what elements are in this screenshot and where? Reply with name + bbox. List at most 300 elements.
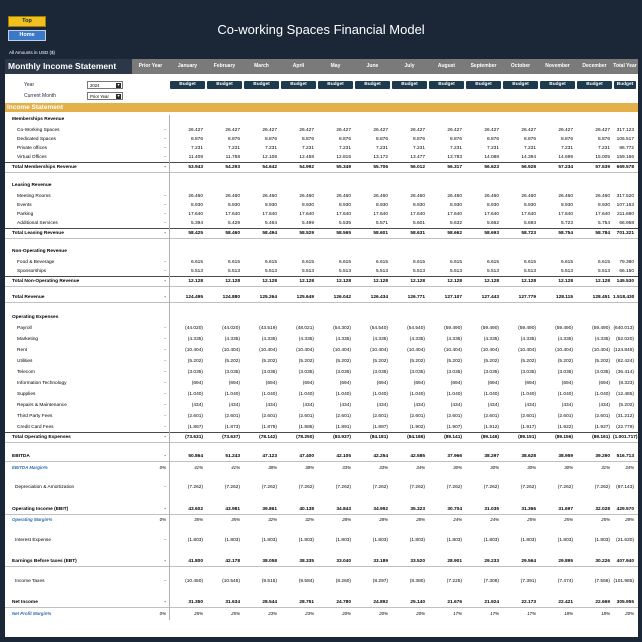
value-cell: (9.584): [298, 579, 314, 584]
value-cell: (4.335): [594, 337, 610, 342]
value-cell: 35%: [231, 517, 240, 522]
value-cell: (694): [450, 381, 462, 386]
row-label: Food & Beverage: [17, 260, 55, 265]
value-cell: (4.335): [520, 337, 536, 342]
key-total-row: [5, 505, 638, 515]
line-item-row: [5, 577, 638, 586]
value-cell: 57.539: [595, 165, 610, 170]
line-item-row: [5, 201, 638, 210]
value-cell: 43.602: [188, 507, 203, 512]
value-cell: 17.640: [336, 212, 351, 217]
value-cell: (3.035): [261, 370, 277, 375]
value-cell: 5.513: [486, 269, 499, 274]
value-cell: 5.632: [449, 221, 462, 226]
value-cell: 669.578: [616, 165, 634, 170]
value-cell: (7.262): [483, 485, 499, 490]
value-cell: 26.460: [447, 194, 462, 199]
value-cell: (434): [598, 403, 610, 408]
value-cell: -: [164, 392, 166, 397]
value-cell: (4.335): [483, 337, 499, 342]
value-cell: (3.035): [335, 370, 351, 375]
value-cell: 159.166: [616, 155, 634, 160]
line-item-row: [5, 135, 638, 144]
value-cell: 23%: [305, 611, 314, 616]
column-header: Prior Year: [138, 63, 163, 69]
value-cell: (1.885): [298, 425, 314, 430]
value-cell: (22.779): [616, 425, 634, 430]
value-cell: (84.181): [370, 435, 388, 440]
row-label: Private offices: [17, 146, 48, 151]
income-statement-sheet: [5, 59, 638, 637]
value-cell: (1.803): [187, 538, 203, 543]
value-cell: 6.615: [301, 260, 314, 265]
value-cell: (78.142): [259, 435, 277, 440]
value-cell: -: [164, 381, 166, 386]
value-cell: 8.876: [301, 137, 314, 142]
subtotal-row: [5, 432, 638, 443]
value-cell: 5.513: [264, 269, 277, 274]
row-label: Supplies: [17, 392, 36, 397]
value-cell: 54.992: [299, 165, 314, 170]
value-cell: (21.630): [616, 538, 634, 543]
value-cell: 13.783: [447, 155, 462, 160]
value-cell: 5.571: [375, 221, 388, 226]
value-cell: (10.404): [222, 348, 240, 353]
row-label: EBITDA: [12, 454, 30, 459]
value-cell: (1.803): [372, 538, 388, 543]
value-cell: (7.474): [557, 579, 573, 584]
column-header: January: [177, 63, 198, 69]
value-cell: 55.706: [373, 165, 388, 170]
year-filter-row: [5, 81, 638, 89]
value-cell: 17.640: [558, 212, 573, 217]
value-cell: 28.544: [262, 600, 277, 605]
value-cell: 6.615: [412, 260, 425, 265]
value-cell: 24%: [490, 517, 499, 522]
margin-row: [5, 609, 638, 618]
value-cell: (3.035): [224, 370, 240, 375]
value-cell: 107.163: [616, 203, 634, 208]
value-cell: 5.693: [523, 221, 536, 226]
value-cell: 17%: [453, 611, 462, 616]
value-cell: (78.250): [296, 435, 314, 440]
statement-title: Monthly Income Statement: [5, 59, 132, 74]
column-header: Total Year: [613, 63, 637, 69]
value-cell: (434): [376, 403, 388, 408]
column-header: October: [510, 63, 531, 69]
value-cell: (2.601): [372, 414, 388, 419]
subtotal-row: [5, 228, 638, 239]
value-cell: (1.917): [520, 425, 536, 430]
row-label: Rent: [17, 348, 28, 353]
value-cell: 22.421: [558, 600, 573, 605]
key-total-row: [5, 452, 638, 462]
value-cell: 37.966: [447, 454, 462, 459]
value-cell: 17.640: [225, 212, 240, 217]
value-cell: (7.262): [594, 485, 610, 490]
value-cell: 12.128: [188, 279, 203, 284]
value-cell: (1.040): [335, 392, 351, 397]
value-cell: 41%: [194, 465, 203, 470]
budget-scenario-label: Budget: [466, 81, 501, 89]
value-cell: 8.876: [227, 137, 240, 142]
row-label: Total Leasing Revenue: [12, 231, 64, 236]
value-cell: (73.637): [222, 435, 240, 440]
value-cell: 211.680: [617, 212, 634, 217]
current-month-select[interactable]: [87, 92, 123, 100]
value-cell: 5.513: [597, 269, 610, 274]
value-cell: 8.930: [338, 203, 351, 208]
value-cell: 0%: [159, 465, 166, 470]
value-cell: (7.308): [483, 579, 499, 584]
value-cell: -: [164, 269, 166, 274]
value-cell: (7.391): [520, 579, 536, 584]
value-cell: (694): [302, 381, 314, 386]
budget-scenario-label: Budget: [429, 81, 464, 89]
value-cell: 14.699: [558, 155, 573, 160]
value-cell: 317.123: [616, 128, 634, 133]
column-header: May: [330, 63, 341, 69]
value-cell: 126.042: [333, 295, 351, 300]
value-cell: (59.490): [592, 326, 610, 331]
value-cell: (7.262): [224, 485, 240, 490]
value-cell: 124.880: [222, 295, 240, 300]
value-cell: 0%: [159, 611, 166, 616]
value-cell: (2.601): [335, 414, 351, 419]
value-cell: (31.212): [616, 414, 634, 419]
value-cell: (3.035): [594, 370, 610, 375]
row-label: Memberships Revenue: [12, 117, 65, 122]
value-cell: (10.404): [518, 348, 536, 353]
value-cell: 43.981: [225, 507, 240, 512]
value-cell: 26.427: [225, 128, 240, 133]
value-cell: 5.513: [523, 269, 536, 274]
value-cell: 5.513: [190, 269, 203, 274]
value-cell: 13.477: [410, 155, 425, 160]
value-cell: (694): [191, 381, 203, 386]
row-label: Income Taxes: [15, 579, 45, 584]
value-cell: 38.959: [558, 454, 573, 459]
value-cell: 40.138: [299, 507, 314, 512]
value-cell: (52.020): [616, 337, 634, 342]
subtotal-row: [5, 162, 638, 173]
row-label: Repairs & Maintenance: [17, 403, 67, 408]
column-divider: [169, 115, 170, 620]
value-cell: -: [164, 359, 166, 364]
value-cell: 86.772: [619, 146, 634, 151]
group-header-row: [5, 247, 638, 256]
value-cell: (1.897): [372, 425, 388, 430]
value-cell: (3.035): [483, 370, 499, 375]
value-cell: (434): [487, 403, 499, 408]
value-cell: (3.035): [187, 370, 203, 375]
row-label: Co-Working Spaces: [17, 128, 60, 133]
value-cell: 17.640: [595, 212, 610, 217]
line-item-row: [5, 192, 638, 201]
value-cell: -: [164, 538, 166, 543]
value-cell: 6.615: [375, 260, 388, 265]
value-cell: 31.350: [188, 600, 203, 605]
margin-row: [5, 463, 638, 472]
value-cell: (694): [524, 381, 536, 386]
value-cell: 5.662: [486, 221, 499, 226]
value-cell: (1.803): [520, 538, 536, 543]
value-cell: 30%: [453, 465, 462, 470]
value-cell: 28%: [416, 517, 425, 522]
home-button[interactable]: Home: [8, 30, 46, 41]
value-cell: 8.930: [375, 203, 388, 208]
value-cell: (5.202): [298, 359, 314, 364]
key-total-row: [5, 557, 638, 567]
value-cell: (5.202): [261, 359, 277, 364]
value-cell: -: [164, 454, 166, 459]
year-select[interactable]: [87, 81, 123, 89]
row-label: Additional Services: [17, 221, 58, 226]
value-cell: (7.262): [261, 485, 277, 490]
value-cell: 5.394: [190, 221, 203, 226]
value-cell: 26.460: [262, 194, 277, 199]
value-cell: 47.123: [262, 454, 277, 459]
value-cell: 5.535: [338, 221, 351, 226]
margin-row: [5, 515, 638, 524]
value-cell: 30%: [527, 465, 536, 470]
row-label: Net Profit Margin%: [12, 611, 52, 616]
line-item-row: [5, 267, 638, 276]
current-month-label: Current Month: [24, 93, 56, 99]
value-cell: 56.012: [410, 165, 425, 170]
value-cell: (1.040): [224, 392, 240, 397]
value-cell: 42.585: [410, 454, 425, 459]
value-cell: 125.649: [296, 295, 314, 300]
value-cell: -: [164, 146, 166, 151]
value-cell: (2.601): [557, 414, 573, 419]
row-label: Events: [17, 203, 32, 208]
value-cell: (5.202): [520, 359, 536, 364]
value-cell: 18%: [601, 611, 610, 616]
value-cell: (10.404): [370, 348, 388, 353]
value-cell: 30.226: [595, 559, 610, 564]
value-cell: (10.404): [481, 348, 499, 353]
value-cell: 26.427: [410, 128, 425, 133]
value-cell: (434): [450, 403, 462, 408]
value-cell: 51.243: [225, 454, 240, 459]
value-cell: (1.040): [483, 392, 499, 397]
value-cell: 58.693: [484, 231, 499, 236]
month-filter-row: [5, 92, 638, 100]
value-cell: -: [164, 203, 166, 208]
value-cell: 12.128: [336, 279, 351, 284]
value-cell: -: [164, 212, 166, 217]
value-cell: (4.335): [557, 337, 573, 342]
value-cell: 47.400: [299, 454, 314, 459]
value-cell: (54.302): [333, 326, 351, 331]
budget-scenario-label: Budget: [614, 81, 636, 89]
value-cell: (89.156): [555, 435, 573, 440]
value-cell: (5.202): [618, 403, 634, 408]
value-cell: -: [164, 337, 166, 342]
value-cell: (434): [413, 403, 425, 408]
currency-note: All Amounts in USD ($): [9, 50, 56, 55]
value-cell: (7.262): [520, 485, 536, 490]
value-cell: (2.601): [298, 414, 314, 419]
row-label: Parking: [17, 212, 34, 217]
group-header-row: [5, 313, 638, 322]
row-label: Depreciation & Amortization: [15, 485, 75, 490]
value-cell: 23%: [268, 611, 277, 616]
value-cell: 6.615: [227, 260, 240, 265]
value-cell: (10.404): [555, 348, 573, 353]
value-cell: 12.128: [262, 279, 277, 284]
value-cell: 8.876: [338, 137, 351, 142]
value-cell: 7.231: [338, 146, 351, 151]
line-item-row: [5, 536, 638, 545]
value-cell: 145.530: [616, 279, 634, 284]
value-cell: 8.876: [190, 137, 203, 142]
value-cell: 26.427: [595, 128, 610, 133]
value-cell: (5.202): [594, 359, 610, 364]
value-cell: 58.662: [447, 231, 462, 236]
value-cell: 7.231: [523, 146, 536, 151]
value-cell: (84.186): [407, 435, 425, 440]
value-cell: 13.172: [373, 155, 388, 160]
value-cell: 34.992: [373, 507, 388, 512]
value-cell: 5.601: [412, 221, 425, 226]
value-cell: (1.803): [298, 538, 314, 543]
value-cell: 33.520: [410, 559, 425, 564]
value-cell: (1.001.717): [613, 435, 638, 440]
value-cell: 14.394: [521, 155, 536, 160]
value-cell: (434): [561, 403, 573, 408]
value-cell: 429.570: [616, 507, 634, 512]
value-cell: 26.460: [299, 194, 314, 199]
value-cell: -: [164, 128, 166, 133]
value-cell: 8.930: [486, 203, 499, 208]
value-cell: (1.040): [446, 392, 462, 397]
chevron-down-icon[interactable]: ▼: [116, 94, 121, 98]
value-cell: 8.876: [560, 137, 573, 142]
value-cell: (434): [339, 403, 351, 408]
value-cell: 7.231: [449, 146, 462, 151]
value-cell: 6.615: [597, 260, 610, 265]
group-header-row: [5, 181, 638, 190]
value-cell: 106.517: [616, 137, 634, 142]
value-cell: 8.930: [190, 203, 203, 208]
row-label: Payroll: [17, 326, 32, 331]
value-cell: 7.231: [375, 146, 388, 151]
line-item-row: [5, 144, 638, 153]
value-cell: (89.141): [444, 435, 462, 440]
value-cell: 32.028: [595, 507, 610, 512]
top-button[interactable]: Top: [8, 16, 46, 27]
value-cell: (2.601): [224, 414, 240, 419]
value-cell: (2.601): [594, 414, 610, 419]
value-cell: 20%: [416, 611, 425, 616]
current-month-value: Prior Year: [90, 94, 109, 99]
value-cell: 14.088: [484, 155, 499, 160]
value-cell: -: [164, 194, 166, 199]
row-label: Sponsorships: [17, 269, 47, 274]
value-cell: 5.513: [338, 269, 351, 274]
value-cell: 6.615: [486, 260, 499, 265]
value-cell: 126.434: [370, 295, 388, 300]
value-cell: 11.758: [225, 155, 240, 160]
value-cell: (8.260): [335, 579, 351, 584]
value-cell: 20%: [379, 611, 388, 616]
value-cell: (1.040): [520, 392, 536, 397]
value-cell: 8.876: [597, 137, 610, 142]
line-item-row: [5, 412, 638, 421]
value-cell: (10.404): [333, 348, 351, 353]
value-cell: 22.173: [521, 600, 536, 605]
section-title: Income Statement: [7, 104, 63, 111]
value-cell: 25%: [527, 517, 536, 522]
value-cell: 5.513: [375, 269, 388, 274]
value-cell: 28%: [342, 517, 351, 522]
value-cell: 28.751: [299, 600, 314, 605]
value-cell: 8.876: [486, 137, 499, 142]
value-cell: (54.540): [370, 326, 388, 331]
value-cell: (7.262): [409, 485, 425, 490]
value-cell: 12.128: [225, 279, 240, 284]
line-item-row: [5, 335, 638, 344]
value-cell: 11.409: [188, 155, 203, 160]
value-cell: 26.427: [558, 128, 573, 133]
value-cell: (5.202): [372, 359, 388, 364]
value-cell: (7.262): [335, 485, 351, 490]
value-cell: (4.335): [224, 337, 240, 342]
value-cell: (7.262): [187, 485, 203, 490]
line-item-row: [5, 390, 638, 399]
value-cell: (1.803): [594, 538, 610, 543]
value-cell: (124.848): [613, 348, 634, 353]
row-label: Leasing Revenue: [12, 183, 52, 188]
value-cell: 17.640: [299, 212, 314, 217]
year-label: Year: [24, 82, 35, 88]
value-cell: 58.494: [262, 231, 277, 236]
value-cell: 55.349: [336, 165, 351, 170]
value-cell: 29.564: [521, 559, 536, 564]
value-cell: (1.873): [224, 425, 240, 430]
value-cell: 30.704: [447, 507, 462, 512]
value-cell: 56.928: [521, 165, 536, 170]
value-cell: 7.231: [597, 146, 610, 151]
value-cell: (48.021): [296, 326, 314, 331]
value-cell: (87.143): [616, 485, 634, 490]
value-cell: 34%: [625, 465, 634, 470]
value-cell: (4.335): [187, 337, 203, 342]
value-cell: (10.404): [444, 348, 462, 353]
value-cell: (2.601): [261, 414, 277, 419]
value-cell: 26.427: [521, 128, 536, 133]
row-label: Information Technology: [17, 381, 67, 386]
value-cell: 12.815: [336, 155, 351, 160]
value-cell: (434): [265, 403, 277, 408]
row-label: Virtual Offices: [17, 155, 47, 160]
value-cell: 17.640: [410, 212, 425, 217]
value-cell: 12.128: [299, 279, 314, 284]
value-cell: (7.262): [372, 485, 388, 490]
budget-scenario-label: Budget: [281, 81, 316, 89]
value-cell: 29.233: [484, 559, 499, 564]
value-cell: (7.262): [557, 485, 573, 490]
chevron-down-icon[interactable]: ▼: [116, 83, 121, 87]
value-cell: -: [164, 600, 166, 605]
value-cell: 56.317: [447, 165, 462, 170]
subtotal-row: [5, 276, 638, 287]
value-cell: 12.128: [521, 279, 536, 284]
value-cell: -: [164, 414, 166, 419]
value-cell: 32%: [305, 517, 314, 522]
